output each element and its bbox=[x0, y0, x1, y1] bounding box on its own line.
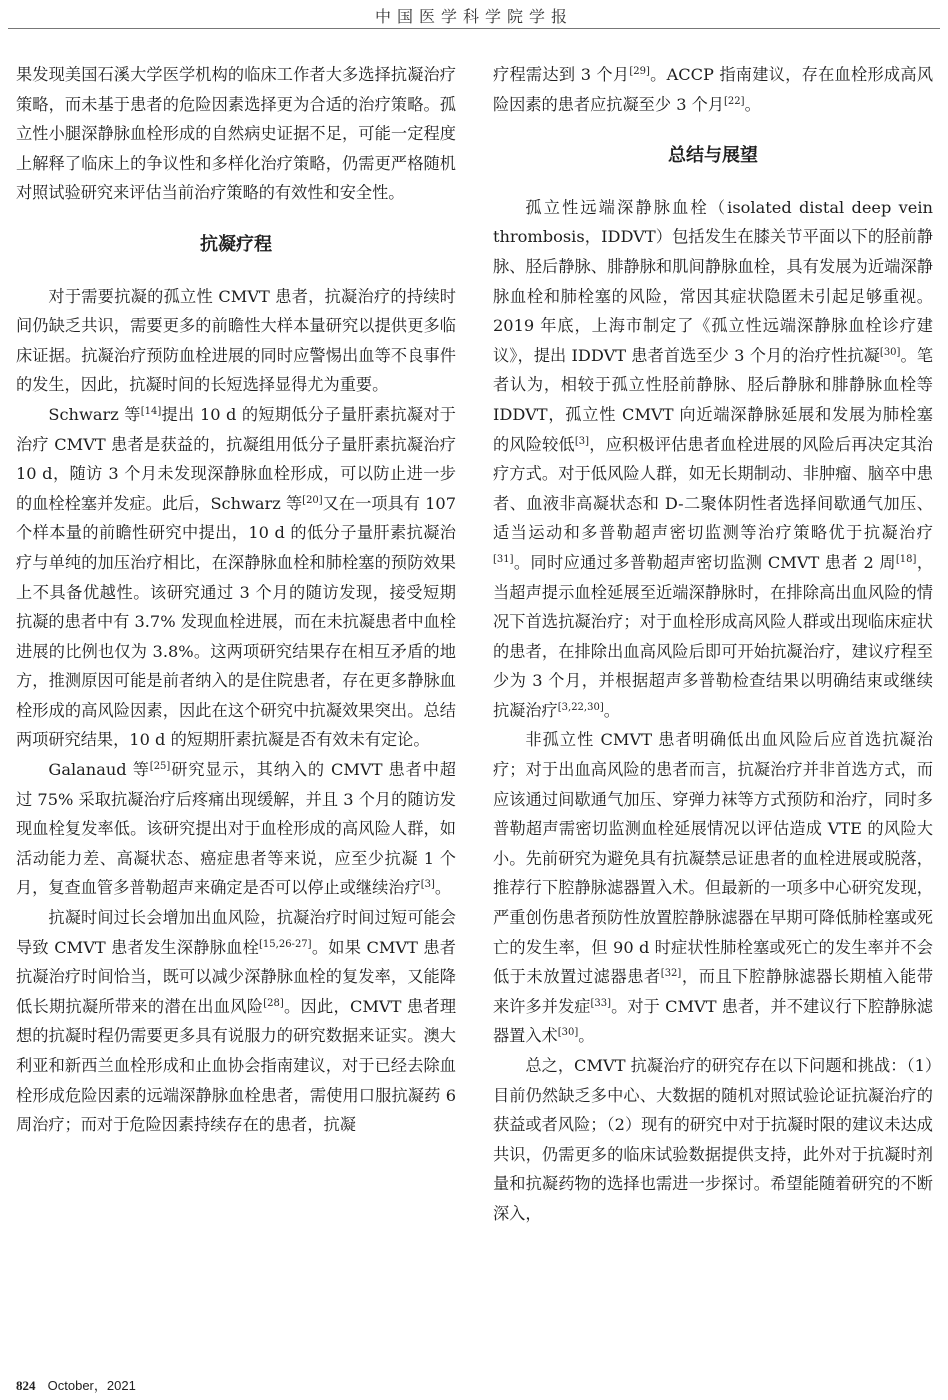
text-run: 。如果 CMVT 患者抗凝治疗时间恰当，既可以减少深静脉血栓的复发率，又能降低长期抗凝所带来的潜在出血风险 bbox=[16, 937, 456, 1016]
citation-ref: [14] bbox=[140, 405, 162, 417]
citation-ref: [15,26-27] bbox=[259, 938, 312, 950]
citation-ref: [22] bbox=[724, 95, 745, 107]
text-run: 抗凝时间过长会增加出血风险，抗凝治疗时间过短可能会导致 CMVT 患者发生深静脉血栓 bbox=[16, 908, 456, 957]
page-footer bbox=[16, 1375, 136, 1394]
paragraph bbox=[16, 755, 456, 903]
citation-ref: [31] bbox=[493, 553, 514, 565]
text-run: 非孤立性 CMVT 患者明确低出血风险后应首选抗凝治疗；对于出血高风险的患者而言，抗凝治疗并非首选方式，而应该通过间歇通气加压、穿弹力袜等方式预防和治疗，同时多普勒超声需密切监测血栓延展情况以评估造成 VTE 的风险大小。先前研究为避免具有抗凝禁忌证患者的血栓进展或脱落，推荐行下腔静脉滤器置入术。但最新的一项多中心研究发现，严重创伤患者预防性放置腔静脉滤器在早期可降低肺栓塞或死亡的发生率，但 90 d 时症状性肺栓塞或死亡的发生率并不会低于未放置过滤器患者 bbox=[493, 730, 933, 987]
text-run: Galanaud 等 bbox=[48, 760, 150, 780]
text-run: 。 bbox=[578, 1026, 595, 1046]
citation-ref: [18] bbox=[895, 553, 917, 565]
paragraph bbox=[16, 903, 456, 1140]
text-run: 。因此，CMVT 患者理想的抗凝时程仍需要更多具有说服力的研究数据来证实。澳大利亚和新西兰血栓形成和止血协会指南建议，对于已经去除血栓形成危险因素的远端深静脉血栓患者，需使用口服抗凝药 6 周治疗；而对于危险因素持续存在的患者，抗凝 bbox=[16, 996, 457, 1135]
right-column bbox=[493, 60, 933, 1229]
text-run: ，应积极评估患者血栓进展的风险后再决定其治疗方式。对于低风险人群，如无长期制动、非肿瘤、脑卒中患者、血液非高凝状态和 D-二聚体阴性者选择间歇通气加压、适当运动和多普勒超声密切监测等治疗策略优于抗凝治疗 bbox=[493, 434, 933, 543]
header-rule bbox=[8, 28, 940, 29]
citation-ref: [20] bbox=[302, 494, 323, 506]
citation-ref: [33] bbox=[590, 997, 612, 1009]
text-run: 。对于 CMVT 患者，并不建议行下腔静脉滤器置入术 bbox=[493, 996, 933, 1046]
section-title-summary-outlook: 总结与展望 bbox=[668, 145, 758, 167]
paragraph: 对于需要抗凝的孤立性 CMVT 患者，抗凝治疗的持续时间仍缺乏共识，需要更多的前瞻性大样本量研究以提供更多临床证据。抗凝治疗预防血栓进展的同时应警惕出血等不良事件的发生，因此，抗凝时间的长短选择显得尤为重要。 bbox=[16, 286, 456, 395]
citation-ref: [3] bbox=[420, 879, 435, 891]
text-run: 。ACCP 指南建议，存在血栓形成高风险因素的患者应抗凝至少 3 个月 bbox=[493, 65, 934, 114]
section-title-anticoagulation-course: 抗凝疗程 bbox=[200, 233, 272, 255]
citation-ref: [30] bbox=[879, 346, 901, 358]
issue-date: October，2021 bbox=[47, 1378, 136, 1393]
text-run: 疗程需达到 3 个月 bbox=[493, 65, 630, 84]
paragraph bbox=[493, 193, 933, 726]
citation-ref: [30] bbox=[557, 1027, 579, 1039]
left-column bbox=[16, 60, 456, 1140]
paragraph-continuation bbox=[493, 60, 933, 119]
text-run: 提出 10 d 的短期低分子量肝素抗凝对于治疗 CMVT 患者是获益的，抗凝组用低分子量肝素抗凝治疗 10 d，随访 3 个月未发现深静脉血栓形成，可以防止进一步的血栓栓塞并发症。此后，Schwarz 等 bbox=[16, 404, 456, 513]
text-run: 。 bbox=[603, 700, 620, 720]
citation-ref: [3] bbox=[574, 435, 590, 447]
paragraph bbox=[16, 400, 456, 755]
citation-ref: [29] bbox=[629, 66, 650, 77]
text-run: ，当超声提示血栓延展至近端深静脉时，在排除高出血风险的情况下首选抗凝治疗；对于血栓形成高风险人群或出现临床症状的患者，在排除出血高风险后即可开始抗凝治疗，建议疗程至少为 3 个月，并根据超声多普勒检查结果以明确结束或继续抗凝治疗 bbox=[493, 552, 934, 720]
citation-ref: [28] bbox=[263, 997, 284, 1009]
citation-ref: [25] bbox=[149, 761, 171, 773]
paragraph-continuation: 果发现美国石溪大学医学机构的临床工作者大多选择抗凝治疗策略，而未基于患者的危险因素选择更为合适的治疗策略。孤立性小腿深静脉血栓形成的自然病史证据不足，可能一定程度上解释了临床上的争议性和多样化治疗策略，仍需更严格随机对照试验研究来评估当前治疗策略的有效性和安全性。 bbox=[16, 65, 456, 203]
citation-ref: [3,22,30] bbox=[557, 701, 604, 713]
text-run: 孤立性远端深静脉血栓（isolated distal deep vein thrombosis，IDDVT）包括发生在膝关节平面以下的胫前静脉、胫后静脉、腓静脉和肌间静脉血栓，具有发展为近端深静脉血栓和肺栓塞的风险，常因其症状隐匿未引起足够重视。2019 年底，上海市制定了《孤立性远端深静脉血栓诊疗建议》，提出 IDDVT 患者首选至少 3 个月的治疗性抗凝 bbox=[493, 197, 933, 365]
text-run: 。笔者认为，相较于孤立性胫前静脉、胫后静脉和腓静脉血栓等 IDDVT，孤立性 CMVT 向近端深静脉延展和发展为肺栓塞的风险较低 bbox=[493, 345, 934, 454]
journal-running-head: 中国医学科学院学报 bbox=[374, 7, 573, 26]
text-run: Schwarz 等 bbox=[48, 404, 141, 424]
citation-ref: [32] bbox=[660, 968, 682, 980]
paragraph: 总之，CMVT 抗凝治疗的研究存在以下问题和挑战：（1）目前仍然缺乏多中心、大数据的随机对照试验论证抗凝治疗的获益或者风险；（2）现有的研究中对于抗凝时限的建议未达成共识，仍需更多的临床试验数据提供支持，此外对于抗凝时剂量和抗凝药物的选择也需进一步探讨。希望能随着研究的不断深入， bbox=[493, 1056, 933, 1223]
text-run: 。 bbox=[434, 878, 452, 898]
text-run: 又在一项具有 107 个样本量的前瞻性研究中提出，10 d 的低分子量肝素抗凝治疗与单纯的加压治疗相比，在深静脉血栓和肺栓塞的预防效果上不具备优越性。该研究通过 3 个月的随访发现，接受短期抗凝的患者中有 3.7% 发现血栓进展，而在未抗凝患者中血栓进展的比例也仅为 3.8%。这两项研究结果存在相互矛盾的地方，推测原因可能是前者纳入的是住院患者，存在更多静脉血栓形成的高风险因素，因此在这个研究中抗凝效果突出。总结两项研究结果，10 d 的短期肝素抗凝是否有效未有定论。 bbox=[16, 493, 457, 750]
text-run: 。 bbox=[744, 94, 761, 114]
text-run: 研究显示，其纳入的 CMVT 患者中超过 75% 采取抗凝治疗后疼痛出现缓解，并且 3 个月的随访发现血栓复发率低。该研究提出对于血栓形成的高风险人群，如活动能力差、高凝状态、癌症患者等来说，应至少抗凝 1 个月，复查血管多普勒超声来确定是否可以停止或继续治疗 bbox=[16, 760, 456, 898]
text-run: 。同时应通过多普勒超声密切监测 CMVT 患者 2 周 bbox=[513, 552, 896, 572]
paragraph bbox=[493, 725, 933, 1051]
text-run: ，而且下腔静脉滤器长期植入能带来许多并发症 bbox=[493, 967, 934, 1016]
page-number: 824 bbox=[16, 1378, 36, 1393]
